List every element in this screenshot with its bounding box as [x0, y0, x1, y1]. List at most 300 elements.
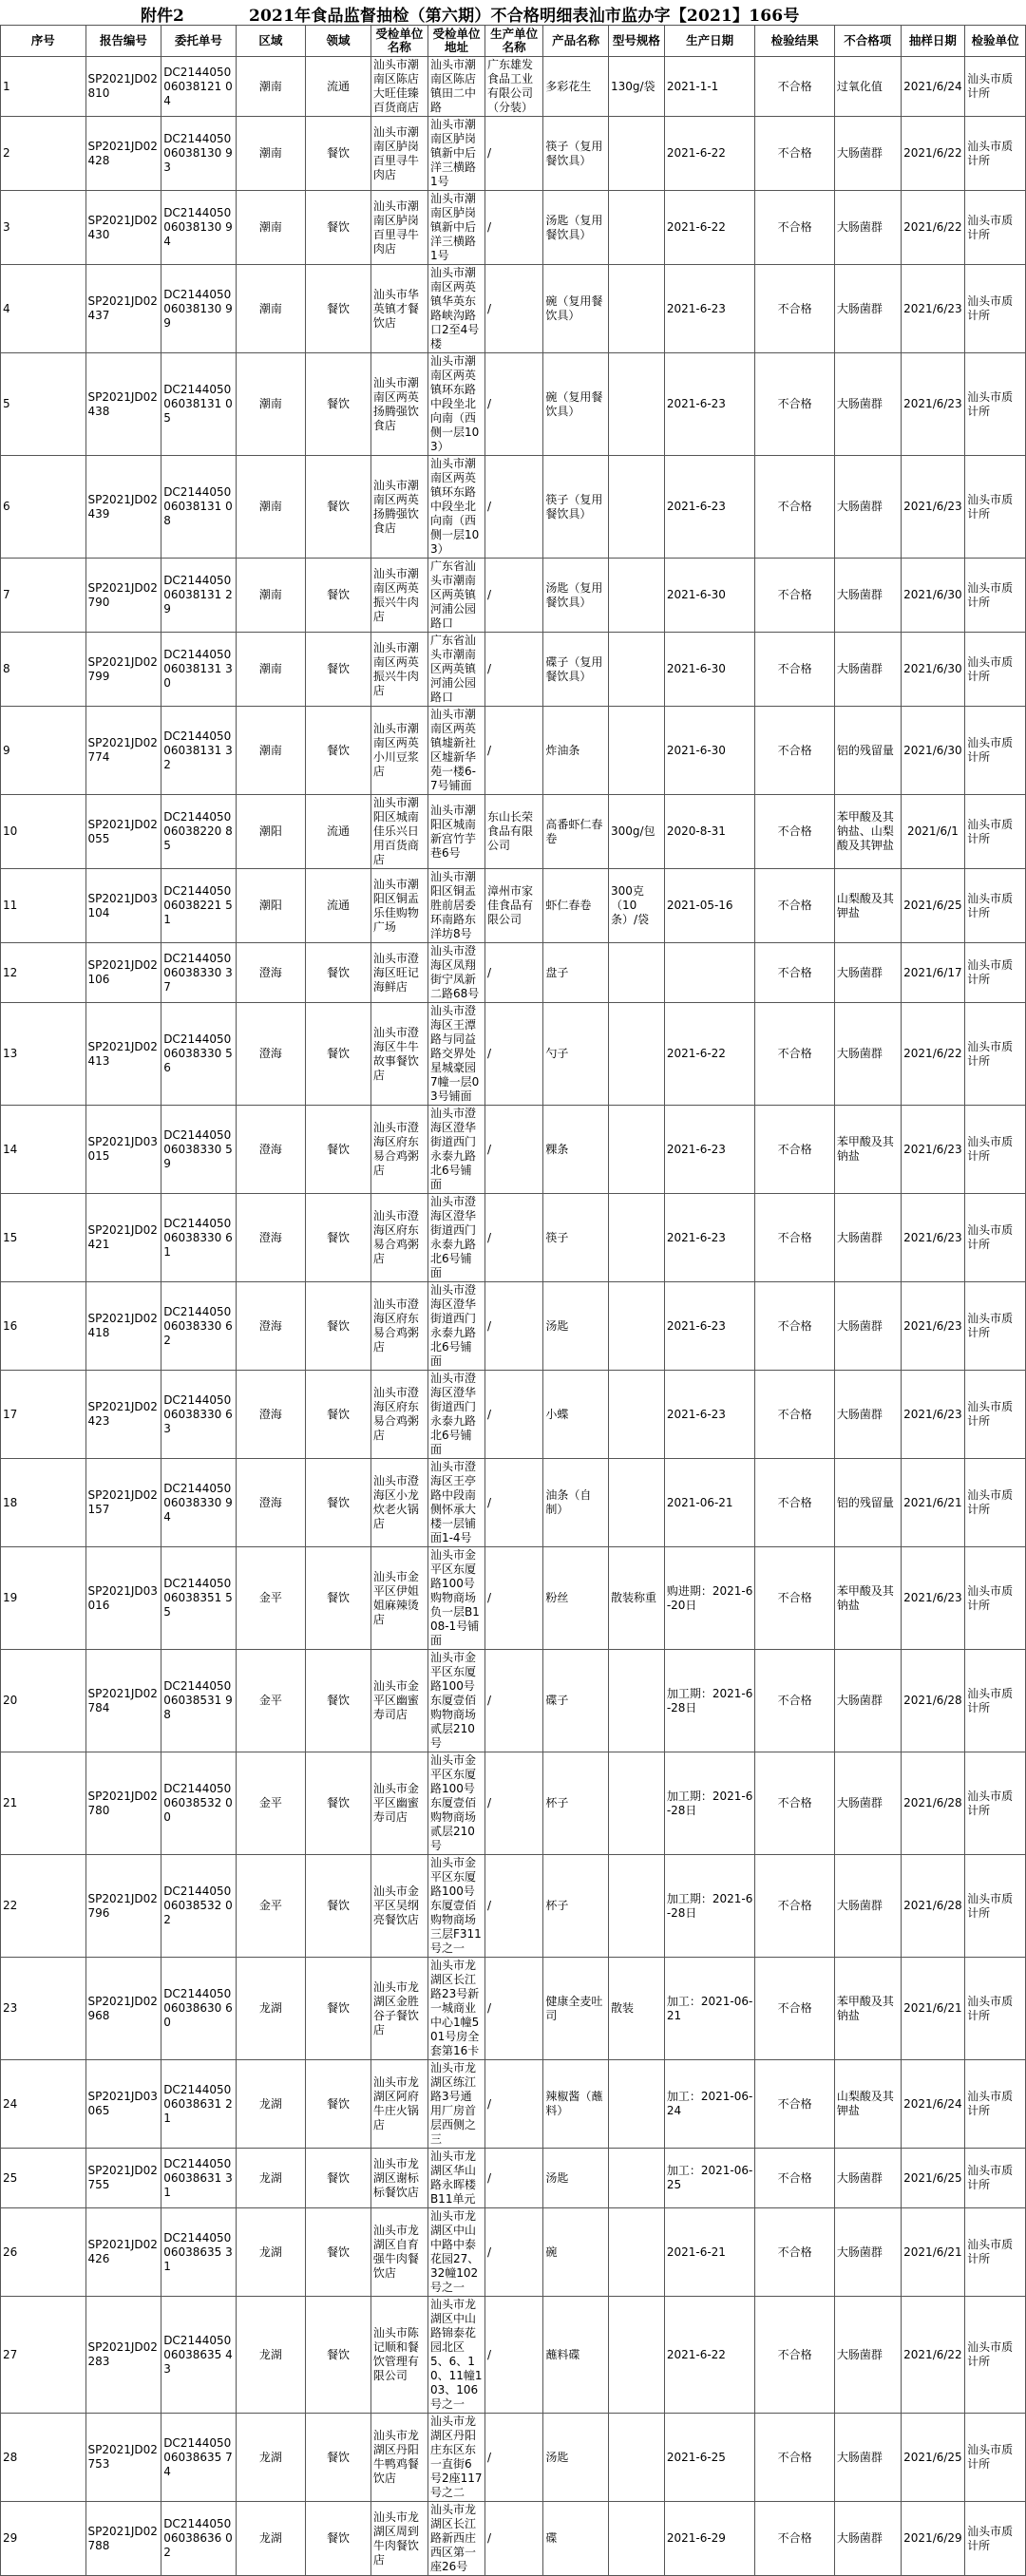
table-row [1, 117, 1026, 191]
cell-sample: 2021/6/28 [901, 1752, 964, 1855]
cell-spec [608, 2502, 664, 2576]
cell-result: 不合格 [755, 869, 834, 943]
cell-domain: 餐饮 [306, 2502, 371, 2576]
cell-result: 不合格 [755, 265, 834, 353]
cell-lab: 汕头市质计所 [965, 1855, 1026, 1958]
cell-sample: 2021/6/23 [901, 353, 964, 456]
cell-addr: 汕头市澄海区王潭路与同益路交界处星城豪园7幢一层03号铺面 [428, 1003, 484, 1106]
cell-order: DC214405006038220 85 [162, 795, 236, 869]
cell-domain: 餐饮 [306, 1282, 371, 1371]
cell-region: 潮阳 [236, 869, 306, 943]
cell-unit: 汕头市潮南区两英扬腾强饮食店 [370, 456, 428, 559]
table-row [1, 795, 1026, 869]
cell-sample: 2021/6/23 [901, 1547, 964, 1650]
cell-report: SP2021JD02796 [86, 1855, 162, 1958]
cell-report: SP2021JD02755 [86, 2149, 162, 2208]
cell-result: 不合格 [755, 57, 834, 117]
cell-lab: 汕头市质计所 [965, 869, 1026, 943]
cell-report: SP2021JD02790 [86, 559, 162, 633]
cell-report: SP2021JD02438 [86, 353, 162, 456]
cell-order: DC214405006038121 04 [162, 57, 236, 117]
table-row [1, 2060, 1026, 2149]
cell-producer: / [485, 2149, 543, 2208]
cell-region: 潮南 [236, 456, 306, 559]
cell-unit: 汕头市潮南区两英小川豆浆店 [370, 707, 428, 795]
cell-domain: 餐饮 [306, 1371, 371, 1459]
table-row [1, 1547, 1026, 1650]
table-row [1, 57, 1026, 117]
cell-order: DC214405006038330 62 [162, 1282, 236, 1371]
cell-order: DC214405006038131 08 [162, 456, 236, 559]
cell-domain: 餐饮 [306, 1003, 371, 1106]
cell-producer: / [485, 1752, 543, 1855]
table-row [1, 2414, 1026, 2502]
cell-producer: / [485, 1371, 543, 1459]
cell-spec [608, 2149, 664, 2208]
cell-lab: 汕头市质计所 [965, 633, 1026, 707]
cell-spec [608, 633, 664, 707]
cell-unit: 汕头市金平区幽蜜寿司店 [370, 1752, 428, 1855]
cell-no: 17 [1, 1371, 86, 1459]
cell-lab: 汕头市质计所 [965, 1194, 1026, 1282]
cell-no: 3 [1, 191, 86, 265]
cell-addr: 汕头市澄海区王亭路中段南侧怀承大楼一层铺面1-4号 [428, 1459, 484, 1547]
cell-item: 大肠菌群 [834, 943, 901, 1003]
document-header [0, 0, 1026, 25]
cell-product: 碗（复用餐饮具） [543, 265, 609, 353]
cell-report: SP2021JD03065 [86, 2060, 162, 2149]
cell-report: SP2021JD02421 [86, 1194, 162, 1282]
cell-region: 潮南 [236, 353, 306, 456]
cell-spec [608, 2208, 664, 2297]
cell-result: 不合格 [755, 2149, 834, 2208]
cell-item: 大肠菌群 [834, 2208, 901, 2297]
cell-lab: 汕头市质计所 [965, 353, 1026, 456]
cell-order: DC214405006038130 99 [162, 265, 236, 353]
cell-domain: 餐饮 [306, 353, 371, 456]
cell-report: SP2021JD02428 [86, 117, 162, 191]
cell-spec [608, 1371, 664, 1459]
cell-producer: / [485, 2502, 543, 2576]
cell-addr: 汕头市潮南区两英镇环东路中段坐北向南（西侧一层103） [428, 353, 484, 456]
cell-item: 大肠菌群 [834, 2414, 901, 2502]
cell-report: SP2021JD02426 [86, 2208, 162, 2297]
cell-product: 汤匙 [543, 2149, 609, 2208]
cell-report: SP2021JD02774 [86, 707, 162, 795]
cell-lab: 汕头市质计所 [965, 559, 1026, 633]
cell-lab: 汕头市质计所 [965, 1003, 1026, 1106]
cell-product: 汤匙（复用餐饮具） [543, 191, 609, 265]
cell-addr: 汕头市潮南区胪岗镇新中后洋三横路1号 [428, 117, 484, 191]
table-row [1, 1003, 1026, 1106]
cell-no: 13 [1, 1003, 86, 1106]
cell-product: 筷子（复用餐饮具） [543, 456, 609, 559]
cell-domain: 餐饮 [306, 1106, 371, 1194]
cell-unit: 汕头市潮南区陈店大旺佳臻百货商店 [370, 57, 428, 117]
cell-lab: 汕头市质计所 [965, 265, 1026, 353]
cell-spec [608, 1650, 664, 1752]
nonconforming-table [0, 25, 1026, 2576]
cell-item: 大肠菌群 [834, 353, 901, 456]
cell-result: 不合格 [755, 633, 834, 707]
cell-product: 高番虾仁春卷 [543, 795, 609, 869]
cell-producer: / [485, 1459, 543, 1547]
cell-item: 大肠菌群 [834, 1650, 901, 1752]
cell-report: SP2021JD02799 [86, 633, 162, 707]
cell-order: DC214405006038330 56 [162, 1003, 236, 1106]
cell-order: DC214405006038531 98 [162, 1650, 236, 1752]
cell-unit: 汕头市潮南区胪岗百里寻牛肉店 [370, 191, 428, 265]
cell-sample: 2021/6/22 [901, 2297, 964, 2414]
cell-region: 潮南 [236, 559, 306, 633]
cell-spec [608, 943, 664, 1003]
cell-spec: 300克（10条）/袋 [608, 869, 664, 943]
cell-producer: / [485, 2297, 543, 2414]
cell-order: DC214405006038630 60 [162, 1958, 236, 2060]
cell-item: 铝的残留量 [834, 707, 901, 795]
cell-unit: 汕头市澄海区小龙炊老火锅店 [370, 1459, 428, 1547]
table-row [1, 1650, 1026, 1752]
cell-report: SP2021JD02106 [86, 943, 162, 1003]
cell-sample: 2021/6/22 [901, 1003, 964, 1106]
cell-lab: 汕头市质计所 [965, 1650, 1026, 1752]
cell-no: 24 [1, 2060, 86, 2149]
cell-order: DC214405006038330 94 [162, 1459, 236, 1547]
cell-producer: / [485, 1958, 543, 2060]
cell-no: 1 [1, 57, 86, 117]
cell-lab: 汕头市质计所 [965, 57, 1026, 117]
cell-unit: 汕头市潮阳区城南佳乐兴日用百货商店 [370, 795, 428, 869]
cell-producer: / [485, 1003, 543, 1106]
cell-spec [608, 707, 664, 795]
cell-addr: 汕头市潮南区胪岗镇新中后洋三横路1号 [428, 191, 484, 265]
cell-sample: 2021/6/24 [901, 57, 964, 117]
cell-region: 潮南 [236, 117, 306, 191]
cell-unit: 汕头市潮阳区铜盂乐佳购物广场 [370, 869, 428, 943]
cell-spec [608, 265, 664, 353]
cell-region: 澄海 [236, 943, 306, 1003]
cell-sample: 2021/6/17 [901, 943, 964, 1003]
cell-item: 大肠菌群 [834, 633, 901, 707]
cell-addr: 汕头市潮南区陈店镇田二中路 [428, 57, 484, 117]
cell-addr: 汕头市金平区东厦路100号东厦壹佰购物商场贰层210号 [428, 1752, 484, 1855]
cell-product: 多彩花生 [543, 57, 609, 117]
cell-no: 2 [1, 117, 86, 191]
column-header: 生产日期 [664, 26, 755, 57]
cell-lab: 汕头市质计所 [965, 2149, 1026, 2208]
cell-unit: 汕头市龙湖区周到牛肉餐饮店 [370, 2502, 428, 2576]
cell-result: 不合格 [755, 943, 834, 1003]
cell-spec: 散装 [608, 1958, 664, 2060]
cell-report: SP2021JD03104 [86, 869, 162, 943]
cell-spec [608, 1106, 664, 1194]
cell-item: 山梨酸及其钾盐 [834, 869, 901, 943]
cell-result: 不合格 [755, 1003, 834, 1106]
cell-addr: 汕头市龙湖区练江路3号通用厂房首层西侧之三 [428, 2060, 484, 2149]
cell-date: 2021-6-23 [664, 1282, 755, 1371]
cell-spec [608, 191, 664, 265]
column-header: 检验结果 [755, 26, 834, 57]
cell-item: 大肠菌群 [834, 559, 901, 633]
cell-result: 不合格 [755, 1106, 834, 1194]
cell-domain: 餐饮 [306, 1752, 371, 1855]
table-row [1, 191, 1026, 265]
cell-order: DC214405006038635 74 [162, 2414, 236, 2502]
table-header-row [1, 26, 1026, 57]
cell-product: 筷子 [543, 1194, 609, 1282]
cell-no: 20 [1, 1650, 86, 1752]
cell-no: 8 [1, 633, 86, 707]
cell-result: 不合格 [755, 1650, 834, 1752]
table-row [1, 456, 1026, 559]
cell-product: 碟 [543, 2502, 609, 2576]
cell-no: 11 [1, 869, 86, 943]
cell-region: 龙湖 [236, 2502, 306, 2576]
cell-product: 碟子（复用餐饮具） [543, 633, 609, 707]
cell-unit: 汕头市金平区幽蜜寿司店 [370, 1650, 428, 1752]
cell-result: 不合格 [755, 456, 834, 559]
cell-no: 4 [1, 265, 86, 353]
cell-date: 2021-6-23 [664, 1106, 755, 1194]
cell-order: DC214405006038532 02 [162, 1855, 236, 1958]
cell-addr: 汕头市龙湖区长江路23号新一城商业中心1幢501号房全套第16卡 [428, 1958, 484, 2060]
cell-no: 15 [1, 1194, 86, 1282]
cell-item: 苯甲酸及其钠盐 [834, 1106, 901, 1194]
cell-date: 加工期：2021-6-28日 [664, 1752, 755, 1855]
cell-domain: 餐饮 [306, 456, 371, 559]
cell-spec [608, 2060, 664, 2149]
table-row [1, 1106, 1026, 1194]
cell-sample: 2021/6/23 [901, 456, 964, 559]
cell-report: SP2021JD02413 [86, 1003, 162, 1106]
cell-addr: 汕头市潮阳区铜盂胜前居委环南路东洋坊8号 [428, 869, 484, 943]
cell-order: DC214405006038631 31 [162, 2149, 236, 2208]
cell-addr: 广东省汕头市潮南区两英镇河浦公园路口 [428, 633, 484, 707]
cell-producer: / [485, 353, 543, 456]
cell-spec [608, 353, 664, 456]
cell-lab: 汕头市质计所 [965, 2414, 1026, 2502]
cell-sample: 2021/6/21 [901, 1459, 964, 1547]
cell-order: DC214405006038351 55 [162, 1547, 236, 1650]
cell-date: 2021-6-21 [664, 2208, 755, 2297]
cell-date: 2021-05-16 [664, 869, 755, 943]
cell-sample: 2021/6/30 [901, 707, 964, 795]
cell-no: 21 [1, 1752, 86, 1855]
cell-lab: 汕头市质计所 [965, 1547, 1026, 1650]
cell-result: 不合格 [755, 1371, 834, 1459]
cell-spec [608, 456, 664, 559]
cell-no: 7 [1, 559, 86, 633]
cell-region: 龙湖 [236, 2414, 306, 2502]
table-row [1, 2297, 1026, 2414]
cell-producer: 广东雄发食品工业有限公司（分装） [485, 57, 543, 117]
cell-product: 碟子 [543, 1650, 609, 1752]
cell-region: 澄海 [236, 1194, 306, 1282]
cell-date [664, 943, 755, 1003]
cell-domain: 餐饮 [306, 1194, 371, 1282]
cell-sample: 2021/6/23 [901, 265, 964, 353]
table-row [1, 1282, 1026, 1371]
cell-date: 2021-1-1 [664, 57, 755, 117]
cell-unit: 汕头市澄海区牛牛故事餐饮店 [370, 1003, 428, 1106]
cell-region: 龙湖 [236, 2060, 306, 2149]
cell-unit: 汕头市潮南区两英振兴牛肉店 [370, 559, 428, 633]
cell-result: 不合格 [755, 1752, 834, 1855]
cell-order: DC214405006038635 31 [162, 2208, 236, 2297]
cell-order: DC214405006038631 21 [162, 2060, 236, 2149]
cell-unit: 汕头市华英镇才餐饮店 [370, 265, 428, 353]
cell-lab: 汕头市质计所 [965, 456, 1026, 559]
cell-addr: 汕头市龙湖区中山路锦泰花园北区5、6、10、11幢103、106号之一 [428, 2297, 484, 2414]
cell-report: SP2021JD02968 [86, 1958, 162, 2060]
document-title: 2021年食品监督抽检（第六期）不合格明细表汕市监办字【2021】166号 [249, 7, 800, 26]
cell-product: 碗（复用餐饮具） [543, 353, 609, 456]
cell-sample: 2021/6/23 [901, 1371, 964, 1459]
cell-region: 金平 [236, 1855, 306, 1958]
cell-report: SP2021JD03015 [86, 1106, 162, 1194]
cell-lab: 汕头市质计所 [965, 2208, 1026, 2297]
cell-report: SP2021JD02780 [86, 1752, 162, 1855]
cell-producer: / [485, 2414, 543, 2502]
cell-item: 大肠菌群 [834, 191, 901, 265]
cell-region: 金平 [236, 1650, 306, 1752]
cell-report: SP2021JD02157 [86, 1459, 162, 1547]
cell-date: 2021-6-25 [664, 2414, 755, 2502]
cell-date: 2021-6-22 [664, 117, 755, 191]
cell-region: 澄海 [236, 1106, 306, 1194]
table-row [1, 1371, 1026, 1459]
cell-product: 虾仁春卷 [543, 869, 609, 943]
cell-addr: 汕头市澄海区澄华街道西门永泰九路北6号铺面 [428, 1282, 484, 1371]
cell-item: 大肠菌群 [834, 1752, 901, 1855]
cell-region: 澄海 [236, 1371, 306, 1459]
cell-sample: 2021/6/30 [901, 559, 964, 633]
cell-item: 大肠菌群 [834, 1371, 901, 1459]
cell-item: 大肠菌群 [834, 1003, 901, 1106]
cell-sample: 2021/6/22 [901, 191, 964, 265]
table-row [1, 353, 1026, 456]
cell-sample: 2021/6/25 [901, 869, 964, 943]
cell-domain: 餐饮 [306, 2149, 371, 2208]
cell-product: 勺子 [543, 1003, 609, 1106]
cell-lab: 汕头市质计所 [965, 117, 1026, 191]
cell-date: 2021-6-23 [664, 353, 755, 456]
cell-item: 铝的残留量 [834, 1459, 901, 1547]
cell-date: 2021-6-23 [664, 1194, 755, 1282]
cell-sample: 2021/6/23 [901, 1106, 964, 1194]
cell-producer: / [485, 707, 543, 795]
attachment-label: 附件2 [141, 7, 184, 26]
cell-sample: 2021/6/21 [901, 1958, 964, 2060]
cell-report: SP2021JD02437 [86, 265, 162, 353]
cell-producer: 漳州市家佳食品有限公司 [485, 869, 543, 943]
cell-unit: 汕头市潮南区胪岗百里寻牛肉店 [370, 117, 428, 191]
cell-region: 龙湖 [236, 2149, 306, 2208]
cell-result: 不合格 [755, 1547, 834, 1650]
cell-region: 潮南 [236, 265, 306, 353]
cell-domain: 流通 [306, 795, 371, 869]
cell-result: 不合格 [755, 191, 834, 265]
cell-addr: 汕头市澄海区澄华街道西门永泰九路北6号铺面 [428, 1371, 484, 1459]
cell-report: SP2021JD02423 [86, 1371, 162, 1459]
cell-lab: 汕头市质计所 [965, 795, 1026, 869]
cell-date: 加工：2021-06-21 [664, 1958, 755, 2060]
cell-domain: 流通 [306, 57, 371, 117]
cell-result: 不合格 [755, 117, 834, 191]
cell-result: 不合格 [755, 2208, 834, 2297]
table-row [1, 1194, 1026, 1282]
cell-lab: 汕头市质计所 [965, 707, 1026, 795]
cell-region: 龙湖 [236, 2297, 306, 2414]
cell-report: SP2021JD03016 [86, 1547, 162, 1650]
cell-item: 苯甲酸及其钠盐 [834, 1547, 901, 1650]
cell-no: 9 [1, 707, 86, 795]
cell-no: 23 [1, 1958, 86, 2060]
cell-unit: 汕头市龙湖区自育强牛肉餐饮店 [370, 2208, 428, 2297]
cell-order: DC214405006038131 29 [162, 559, 236, 633]
column-header: 序号 [1, 26, 86, 57]
cell-domain: 餐饮 [306, 117, 371, 191]
cell-region: 潮南 [236, 707, 306, 795]
table-row [1, 1752, 1026, 1855]
cell-item: 大肠菌群 [834, 1194, 901, 1282]
cell-addr: 汕头市潮阳区城南新宫竹芋巷6号 [428, 795, 484, 869]
cell-result: 不合格 [755, 1855, 834, 1958]
cell-addr: 汕头市澄海区凤翔街宁凤新二路68号 [428, 943, 484, 1003]
cell-product: 汤匙 [543, 2414, 609, 2502]
cell-sample: 2021/6/28 [901, 1855, 964, 1958]
cell-result: 不合格 [755, 353, 834, 456]
column-header: 区域 [236, 26, 306, 57]
cell-result: 不合格 [755, 1194, 834, 1282]
cell-product: 蘸料碟 [543, 2297, 609, 2414]
table-row [1, 265, 1026, 353]
cell-producer: 东山长荣食品有限公司 [485, 795, 543, 869]
cell-sample: 2021/6/23 [901, 1194, 964, 1282]
cell-date: 加工：2021-06-25 [664, 2149, 755, 2208]
cell-product: 汤匙 [543, 1282, 609, 1371]
cell-product: 辣椒酱（蘸料） [543, 2060, 609, 2149]
cell-item: 大肠菌群 [834, 1855, 901, 1958]
cell-date: 2021-6-23 [664, 456, 755, 559]
cell-spec [608, 2414, 664, 2502]
cell-product: 粿条 [543, 1106, 609, 1194]
cell-spec [608, 1855, 664, 1958]
cell-no: 12 [1, 943, 86, 1003]
cell-date: 2021-6-30 [664, 559, 755, 633]
cell-sample: 2021/6/24 [901, 2060, 964, 2149]
cell-region: 潮阳 [236, 795, 306, 869]
cell-domain: 餐饮 [306, 1459, 371, 1547]
cell-addr: 汕头市龙湖区长江路新西庄西区第一座26号 [428, 2502, 484, 2576]
cell-report: SP2021JD02055 [86, 795, 162, 869]
column-header: 受检单位名称 [370, 26, 428, 57]
cell-no: 6 [1, 456, 86, 559]
cell-domain: 流通 [306, 869, 371, 943]
cell-sample: 2021/6/1 [901, 795, 964, 869]
cell-date: 2021-6-23 [664, 1371, 755, 1459]
cell-no: 16 [1, 1282, 86, 1371]
cell-unit: 汕头市龙湖区丹阳牛鸭鸡餐饮店 [370, 2414, 428, 2502]
cell-result: 不合格 [755, 2060, 834, 2149]
cell-no: 10 [1, 795, 86, 869]
cell-product: 筷子（复用餐饮具） [543, 117, 609, 191]
table-row [1, 2208, 1026, 2297]
cell-product: 杯子 [543, 1855, 609, 1958]
cell-item: 大肠菌群 [834, 265, 901, 353]
cell-product: 炸油条 [543, 707, 609, 795]
cell-report: SP2021JD02784 [86, 1650, 162, 1752]
